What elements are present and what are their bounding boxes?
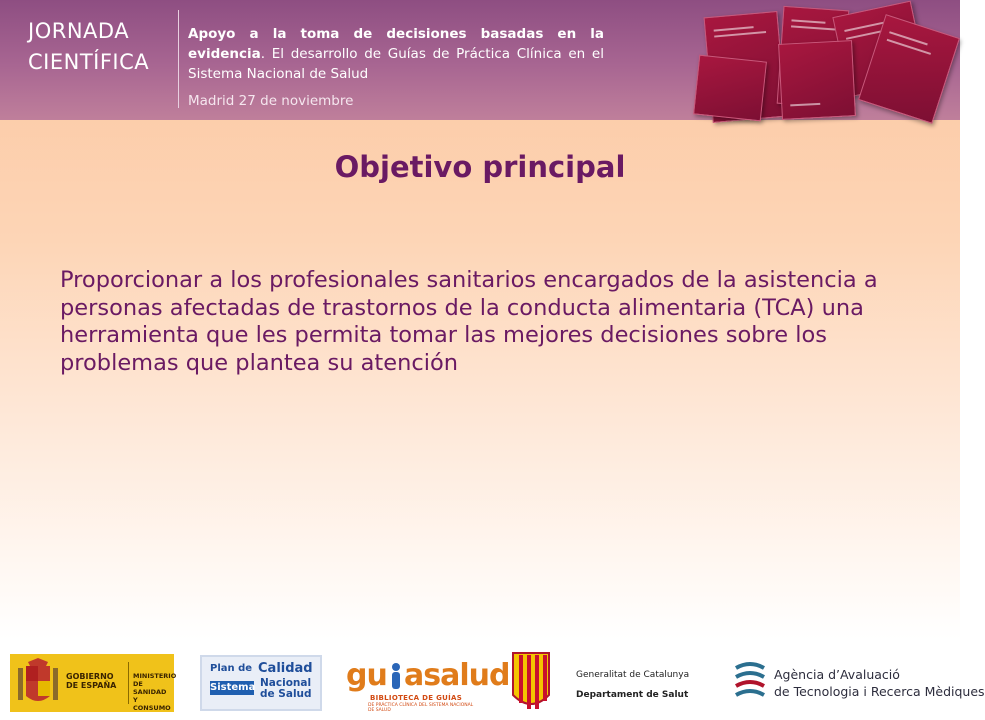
guiasalud-subtitle2: DE PRÁCTICA CLÍNICA DEL SISTEMA NACIONAL DE SALUD	[368, 703, 474, 713]
aatrm-text	[774, 666, 985, 700]
generalitat-shield-icon	[511, 651, 551, 715]
guiasalud-text-b: asalud	[404, 658, 510, 693]
event-date: Madrid 27 de noviembre	[188, 93, 354, 109]
plan-text: Plan de	[210, 663, 253, 674]
header-banner	[0, 0, 960, 120]
event-label-line2: CIENTÍFICA	[28, 50, 150, 74]
ministerio-text: MINISTERIO DE SANIDAD Y CONSUMO	[133, 672, 177, 712]
generalitat-text: Generalitat de Catalunya	[576, 670, 690, 680]
nacional-salud-text: Nacional de Salud	[260, 677, 312, 700]
sistema-text: Sistema	[210, 682, 256, 693]
coat-of-arms-icon	[16, 658, 60, 708]
guide-covers-image	[680, 0, 960, 120]
event-label-line1: JORNADA	[28, 19, 130, 43]
event-subtitle	[188, 24, 604, 84]
aatrm-line2: de Tecnologia i Recerca Mèdiques	[774, 684, 985, 699]
objective-text: Proporcionar a los profesionales sanitarios encargados de la asistencia a personas afectadas de trastornos de la conducta alimentaria (TCA) una herramienta que les permita tomar las mejores decisiones sobre los problemas que plantea su atención	[60, 267, 878, 376]
person-icon	[387, 662, 405, 690]
plan-calidad-logo	[200, 655, 322, 711]
guiasalud-subtitle: BIBLIOTECA DE GUÍAS	[370, 694, 463, 702]
aatrm-logo	[734, 662, 985, 706]
gobierno-espana-logo	[10, 654, 177, 712]
departament-text: Departament de Salut	[576, 690, 689, 700]
event-subtitle-bold: Apoyo a la toma de decisiones basadas en la evidencia	[188, 26, 604, 62]
event-label	[28, 16, 149, 78]
guiasalud-logo	[346, 656, 510, 713]
footer-logos	[0, 648, 985, 720]
guiasalud-text-a: gu	[346, 658, 387, 693]
gobierno-text: GOBIERNO DE ESPAÑA	[66, 672, 117, 690]
gobierno-divider	[128, 662, 129, 704]
guide-cover	[778, 40, 856, 120]
event-subtitle-rest: . El desarrollo de Guías de Práctica Clínica en el Sistema Nacional de Salud	[188, 46, 604, 82]
aatrm-line1: Agència d’Avaluació	[774, 667, 900, 682]
aatrm-icon	[734, 662, 768, 702]
calidad-text: Calidad	[258, 661, 313, 676]
header-divider	[178, 10, 179, 108]
guide-cover	[693, 55, 767, 122]
slide-title: Objetivo principal	[334, 150, 626, 184]
